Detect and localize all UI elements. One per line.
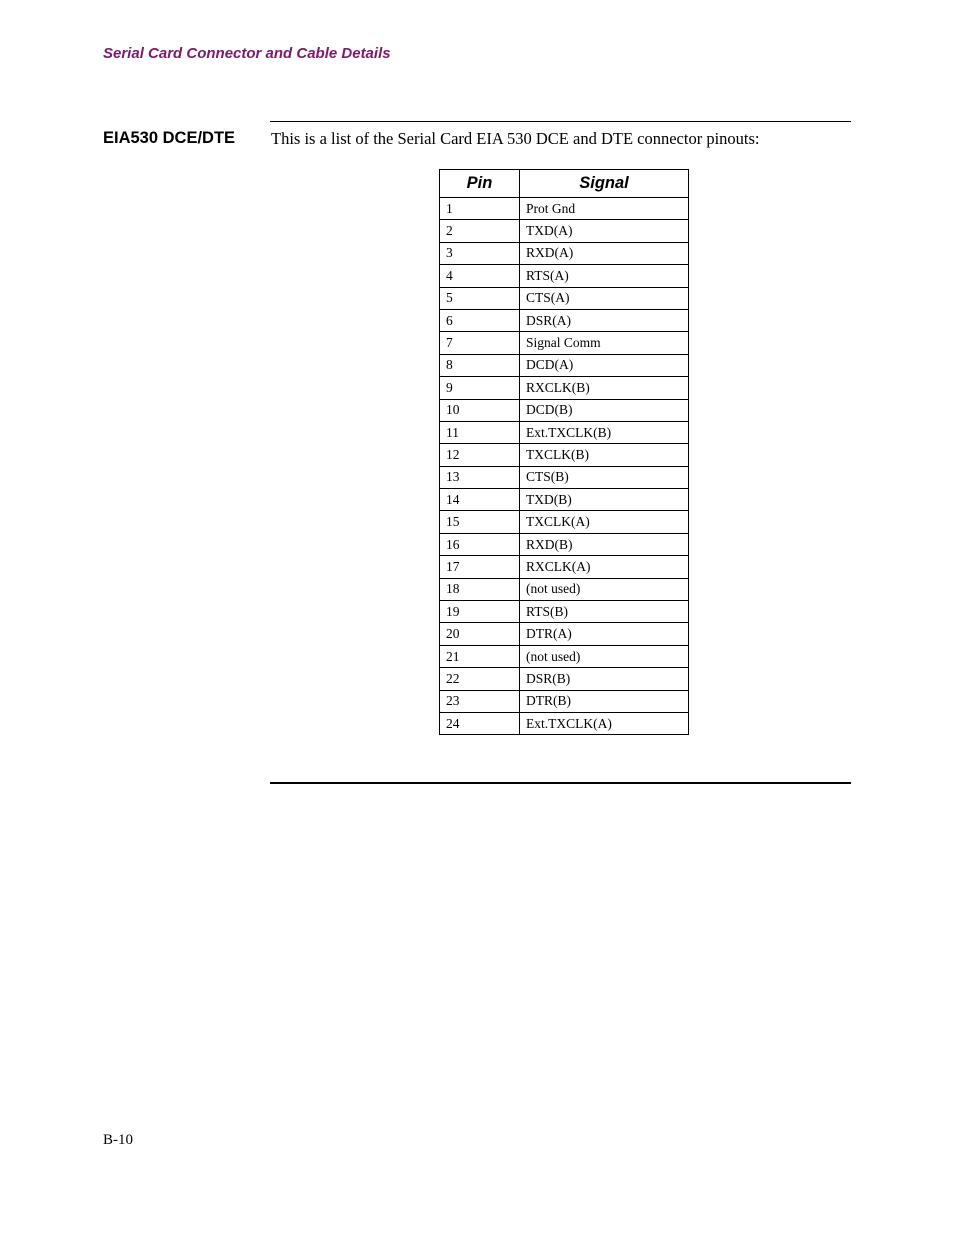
table-row: [440, 421, 689, 443]
signal-cell: CTS(A): [520, 287, 689, 309]
table-header-row: [440, 170, 689, 198]
table-row: [440, 489, 689, 511]
signal-cell: (not used): [520, 645, 689, 667]
table-row: [440, 399, 689, 421]
pin-cell: 13: [440, 466, 520, 488]
signal-cell: TXCLK(A): [520, 511, 689, 533]
signal-cell: TXD(A): [520, 220, 689, 242]
signal-cell: RXD(B): [520, 533, 689, 555]
pin-cell: 3: [440, 242, 520, 264]
signal-cell: Prot Gnd: [520, 198, 689, 220]
table-row: [440, 220, 689, 242]
pin-cell: 7: [440, 332, 520, 354]
top-divider: [270, 121, 851, 122]
table-row: [440, 533, 689, 555]
pin-cell: 19: [440, 601, 520, 623]
table-row: [440, 377, 689, 399]
pin-cell: 2: [440, 220, 520, 242]
table-row: [440, 198, 689, 220]
signal-cell: DSR(A): [520, 309, 689, 331]
table-row: [440, 309, 689, 331]
table-row: [440, 287, 689, 309]
signal-cell: RXCLK(B): [520, 377, 689, 399]
pin-cell: 20: [440, 623, 520, 645]
table-row: [440, 265, 689, 287]
pin-cell: 18: [440, 578, 520, 600]
column-header-pin: Pin: [440, 170, 520, 198]
table-row: [440, 668, 689, 690]
section-heading: EIA530 DCE/DTE: [103, 129, 236, 147]
signal-cell: RXD(A): [520, 242, 689, 264]
pin-cell: 16: [440, 533, 520, 555]
page-number: B-10: [103, 1132, 133, 1148]
pin-cell: 11: [440, 421, 520, 443]
signal-cell: RXCLK(A): [520, 556, 689, 578]
pin-cell: 21: [440, 645, 520, 667]
pin-cell: 14: [440, 489, 520, 511]
table-row: [440, 354, 689, 376]
pin-cell: 15: [440, 511, 520, 533]
signal-cell: DCD(B): [520, 399, 689, 421]
table-row: [440, 601, 689, 623]
table-row: [440, 578, 689, 600]
table-row: [440, 444, 689, 466]
signal-cell: Ext.TXCLK(A): [520, 712, 689, 734]
signal-cell: DSR(B): [520, 668, 689, 690]
pin-cell: 1: [440, 198, 520, 220]
pin-cell: 4: [440, 265, 520, 287]
signal-cell: CTS(B): [520, 466, 689, 488]
column-header-signal: Signal: [520, 170, 689, 198]
table-row: [440, 556, 689, 578]
pinout-table: [439, 169, 689, 735]
signal-cell: DTR(A): [520, 623, 689, 645]
signal-cell: Ext.TXCLK(B): [520, 421, 689, 443]
running-header: Serial Card Connector and Cable Details: [103, 45, 391, 62]
pinout-table-body: [440, 198, 689, 735]
pin-cell: 10: [440, 399, 520, 421]
table-row: [440, 645, 689, 667]
intro-text: This is a list of the Serial Card EIA 530 DCE and DTE connector pinouts:: [271, 129, 760, 148]
pin-cell: 9: [440, 377, 520, 399]
bottom-divider: [270, 782, 851, 784]
pin-cell: 6: [440, 309, 520, 331]
signal-cell: RTS(B): [520, 601, 689, 623]
pin-cell: 24: [440, 712, 520, 734]
pin-cell: 12: [440, 444, 520, 466]
pin-cell: 17: [440, 556, 520, 578]
signal-cell: (not used): [520, 578, 689, 600]
pin-cell: 8: [440, 354, 520, 376]
signal-cell: DTR(B): [520, 690, 689, 712]
signal-cell: Signal Comm: [520, 332, 689, 354]
signal-cell: RTS(A): [520, 265, 689, 287]
table-row: [440, 332, 689, 354]
table-row: [440, 623, 689, 645]
table-row: [440, 242, 689, 264]
pin-cell: 22: [440, 668, 520, 690]
pin-cell: 5: [440, 287, 520, 309]
table-row: [440, 712, 689, 734]
signal-cell: DCD(A): [520, 354, 689, 376]
pin-cell: 23: [440, 690, 520, 712]
signal-cell: TXCLK(B): [520, 444, 689, 466]
table-row: [440, 511, 689, 533]
signal-cell: TXD(B): [520, 489, 689, 511]
table-row: [440, 466, 689, 488]
table-row: [440, 690, 689, 712]
